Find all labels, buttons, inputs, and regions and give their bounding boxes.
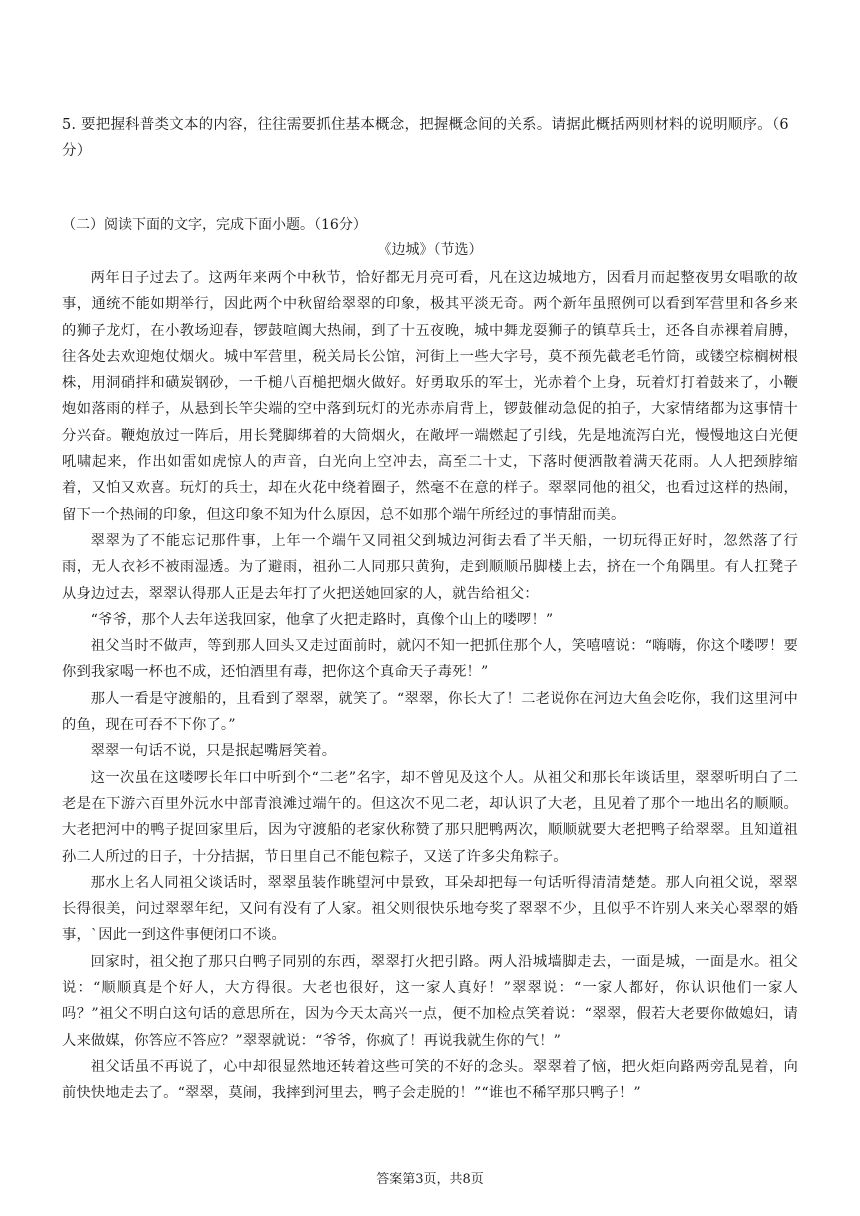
passage-body — [62, 265, 798, 1107]
passage-title: 《边城》（节选） — [377, 242, 483, 258]
paragraph: 翠翠为了不能忘记那件事，上年一个端午又同祖父到城边河街去看了半天船，一切玩得正好时，忽然落了行雨，无人衣衫不被雨湿透。为了避雨，祖孙二人同那只黄狗，走到顺顺吊脚楼上去，挤在一个角隅里。有人扛凳子从身边过去，翠翠认得那人正是去年打了火把送她回家的人，就告给祖父： — [62, 532, 798, 602]
question-5: 5. 要把握科普类文本的内容，往往需要抓住基本概念，把握概念间的关系。请据此概括两则材料的说明顺序。（6分） — [62, 117, 789, 159]
page-footer: 答案第3页，共8页 — [376, 1172, 484, 1187]
paragraph: 那人一看是守渡船的，且看到了翠翠，就笑了。“翠翠，你长大了！二老说你在河边大鱼会吃你，我们这里河中的鱼，现在可吞不下你了。” — [62, 690, 798, 734]
paragraph: 祖父话虽不再说了，心中却很显然地还转着这些可笑的不好的念头。翠翠着了恼，把火炬向路两旁乱晃着，向前快快地走去了。“翠翠，莫闹，我摔到河里去，鸭子会走脱的！”“谁也不稀罕那只鸭子！” — [62, 1058, 798, 1102]
paragraph: 两年日子过去了。这两年来两个中秋节，恰好都无月亮可看，凡在这边城地方，因看月而起整夜男女唱歌的故事，通统不能如期举行，因此两个中秋留给翠翠的印象，极其平淡无奇。两个新年虽照例可以看到军营里和各乡来的狮子龙灯，在小教场迎春，锣鼓喧阗大热闹，到了十五夜晚，城中舞龙耍狮子的镇草兵士，还各自赤裸着肩膊，往各处去欢迎炮仗烟火。城中军营里，税关局长公馆，河街上一些大字号，莫不预先截老毛竹筒，或镂空棕榈树根株，用洞硝拌和磺炭钢砂，一千槌八百槌把烟火做好。好勇取乐的军士，光赤着个上身，玩着灯打着鼓来了，小鞭炮如落雨的样子，从悬到长竿尖端的空中落到玩灯的光赤赤肩背上，锣鼓催动急促的拍子，大家情绪都为这事情十分兴奋。鞭炮放过一阵后，用长凳脚绑着的大筒烟火，在敞坪一端燃起了引线，先是地流泻白光，慢慢地这白光便吼啸起来，作出如雷如虎惊人的声音，白光向上空冲去，高至二十丈，下落时便洒散着满天花雨。人人把颈脖缩着，又怕又欢喜。玩灯的兵士，却在火花中绕着圈子，然毫不在意的样子。翠翠同他的祖父，也看过这样的热闹，留下一个热闹的印象，但这印象不知为什么原因，总不如那个端午所经过的事情甜而美。 — [62, 270, 798, 523]
paragraph: 翠翠一句话不说，只是抿起嘴唇笑着。 — [90, 743, 337, 760]
paragraph: 祖父当时不做声，等到那人回头又走过面前时，就闪不知一把抓住那个人，笑嘻嘻说：“嗨嗨，你这个喽啰！要你到我家喝一杯也不成，还怕酒里有毒，把你这个真命天子毒死！” — [62, 638, 798, 681]
paragraph: 回家时，祖父抱了那只白鸭子同别的东西，翠翠打火把引路。两人沿城墙脚走去，一面是城，一面是水。祖父说：“顺顺真是个好人，大方得很。大老也很好，这一家人真好！”翠翠说：“一家人都好，你认识他们一家人吗？”祖父不明白这句话的意思所在，因为今天太高兴一点，便不加检点笑着说：“翠翠，假若大老要你做媳妇，请人来做媒，你答应不答应？”翠翠就说：“爷爷，你疯了！再说我就生你的气！” — [62, 953, 798, 1049]
paragraph: 这一次虽在这喽啰长年口中听到个“二老”名字，却不曾见及这个人。从祖父和那长年谈话里，翠翠听明白了二老是在下游六百里外沅水中部青浪滩过端午的。但这次不见二老，却认识了大老，且见着了那个一地出名的顺顺。大老把河中的鸭子捉回家里后，因为守渡船的老家伙称赞了那只肥鸭两次，顺顺就要大老把鸭子给翠翠。且知道祖孙二人所过的日子，十分拮据，节日里自己不能包粽子，又送了许多尖角粽子。 — [62, 769, 798, 865]
section-header: （二）阅读下面的文字，完成下面小题。（16分） — [62, 217, 367, 233]
paragraph: 那水上名人同祖父谈话时，翠翠虽装作眺望河中景致，耳朵却把每一句话听得清清楚楚。那人向祖父说，翠翠长得很美，问过翠翠年纪，又问有没有了人家。祖父则很快乐地夸奖了翠翠不少，且似乎不许别人来关心翠翠的婚事，`因此一到这件事便闭口不谈。 — [62, 874, 798, 944]
paragraph: “爷爷，那个人去年送我回家，他拿了火把走路时，真像个山上的喽啰！” — [90, 611, 554, 628]
